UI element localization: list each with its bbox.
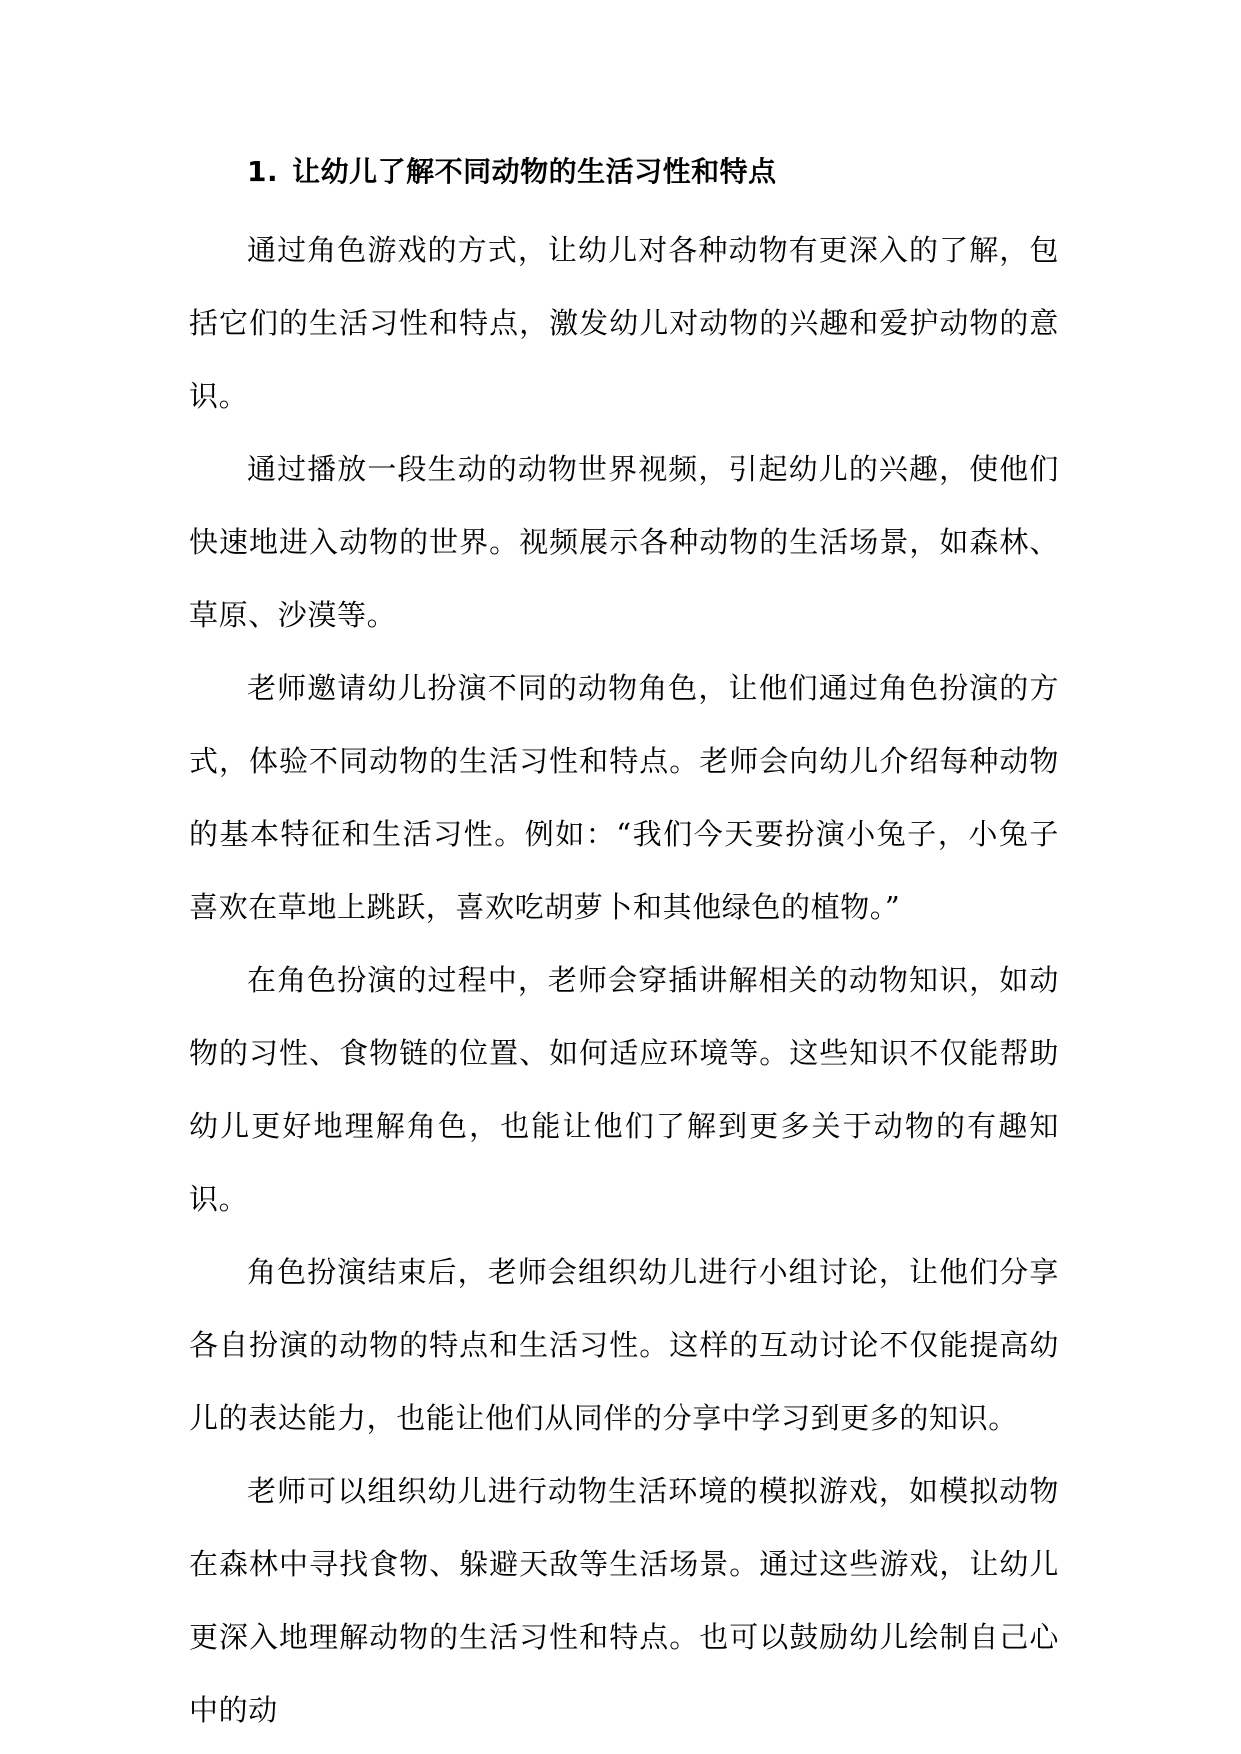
document-body xyxy=(189,140,1059,1747)
paragraph-6: 老师可以组织幼儿进行动物生活环境的模拟游戏，如模拟动物在森林中寻找食物、躲避天敌等生活场景。通过这些游戏，让幼儿更深入地理解动物的生活习性和特点。也可以鼓励幼儿绘制自己心中的动 xyxy=(189,1474,1059,1727)
section-title: 让幼儿了解不同动物的生活习性和特点 xyxy=(292,155,777,188)
paragraph-5: 角色扮演结束后，老师会组织幼儿进行小组讨论，让他们分享各自扮演的动物的特点和生活习性。这样的互动讨论不仅能提高幼儿的表达能力，也能让他们从同伴的分享中学习到更多的知识。 xyxy=(189,1255,1059,1435)
paragraph-4: 在角色扮演的过程中，老师会穿插讲解相关的动物知识，如动物的习性、食物链的位置、如何适应环境等。这些知识不仅能帮助幼儿更好地理解角色，也能让他们了解到更多关于动物的有趣知识。 xyxy=(189,963,1059,1216)
section-number: 1. xyxy=(247,155,279,188)
paragraph-3: 老师邀请幼儿扮演不同的动物角色，让他们通过角色扮演的方式，体验不同动物的生活习性和特点。老师会向幼儿介绍每种动物的基本特征和生活习性。例如：“我们今天要扮演小兔子，小兔子喜欢在草地上跳跃，喜欢吃胡萝卜和其他绿色的植物。” xyxy=(189,671,1059,924)
paragraph-1: 通过角色游戏的方式，让幼儿对各种动物有更深入的了解，包括它们的生活习性和特点，激发幼儿对动物的兴趣和爱护动物的意识。 xyxy=(189,233,1059,413)
section-heading xyxy=(247,140,1059,204)
paragraph-2: 通过播放一段生动的动物世界视频，引起幼儿的兴趣，使他们快速地进入动物的世界。视频展示各种动物的生活场景，如森林、草原、沙漠等。 xyxy=(189,452,1059,632)
